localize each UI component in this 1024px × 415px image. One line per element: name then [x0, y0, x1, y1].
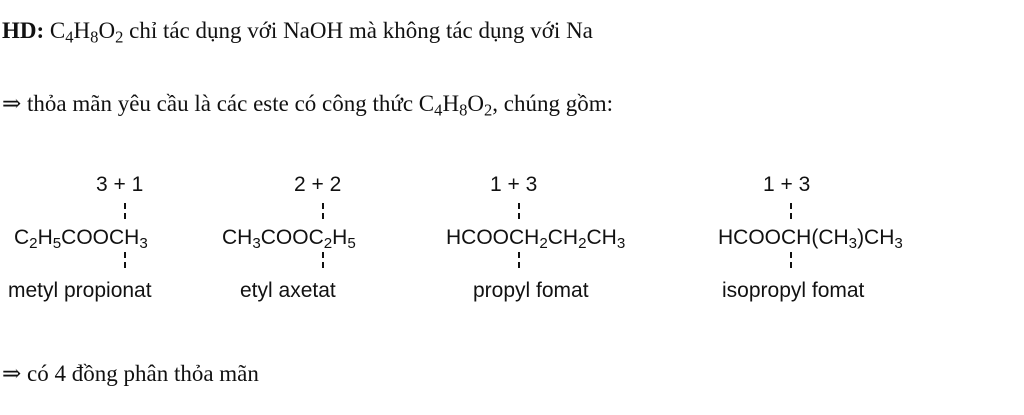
conclusion-subscript-o: 2	[483, 100, 493, 120]
cleavage-line	[124, 203, 126, 219]
hint-text-post: chỉ tác dụng với NaOH mà không tác dụng với Na	[123, 18, 593, 43]
carbon-split: 1 + 3	[763, 173, 811, 196]
hint-text-pre: C	[44, 18, 66, 43]
cleavage-line	[124, 252, 126, 268]
hint-label: HD:	[2, 18, 45, 43]
result-line: ⇒ có 4 đồng phân thỏa mãn	[2, 361, 259, 386]
ester-name: etyl axetat	[240, 279, 336, 302]
hint-o: O	[98, 18, 116, 43]
conclusion-subscript-c: 4	[434, 100, 443, 120]
cleavage-line	[322, 252, 324, 268]
cleavage-line	[518, 252, 520, 268]
ester-name: propyl fomat	[473, 279, 589, 302]
cleavage-line	[322, 203, 324, 219]
conclusion-subscript-h: 8	[459, 100, 468, 120]
hint-subscript-c: 4	[65, 27, 74, 47]
ester-formula: $C_2H_5COOCH_3$	[14, 226, 148, 253]
conclusion-o: O	[467, 91, 484, 116]
cleavage-line	[518, 203, 520, 219]
carbon-split: 3 + 1	[96, 173, 144, 196]
ester-name: isopropyl fomat	[722, 279, 865, 302]
conclusion-text-pre: ⇒ thỏa mãn yêu cầu là các este có công thức C	[2, 91, 435, 116]
cleavage-line	[790, 252, 792, 268]
conclusion-h: H	[442, 91, 460, 116]
hint-line	[2, 18, 593, 47]
ester-name: metyl propionat	[8, 279, 152, 302]
hint-subscript-h: 8	[90, 27, 99, 47]
hint-subscript-o: 2	[115, 27, 124, 47]
conclusion-text-post: , chúng gồm:	[492, 91, 613, 116]
ester-formula: $HCOOCH_2CH_2CH_3$	[446, 226, 626, 253]
carbon-split: 1 + 3	[490, 173, 538, 196]
conclusion-line	[2, 91, 613, 120]
ester-formula: $CH_3COOC_2H_5$	[222, 226, 356, 253]
hint-h: H	[73, 18, 91, 43]
cleavage-line	[790, 203, 792, 219]
carbon-split: 2 + 2	[294, 173, 342, 196]
ester-formula: $HCOOCH(CH_3)CH_3$	[718, 226, 903, 253]
